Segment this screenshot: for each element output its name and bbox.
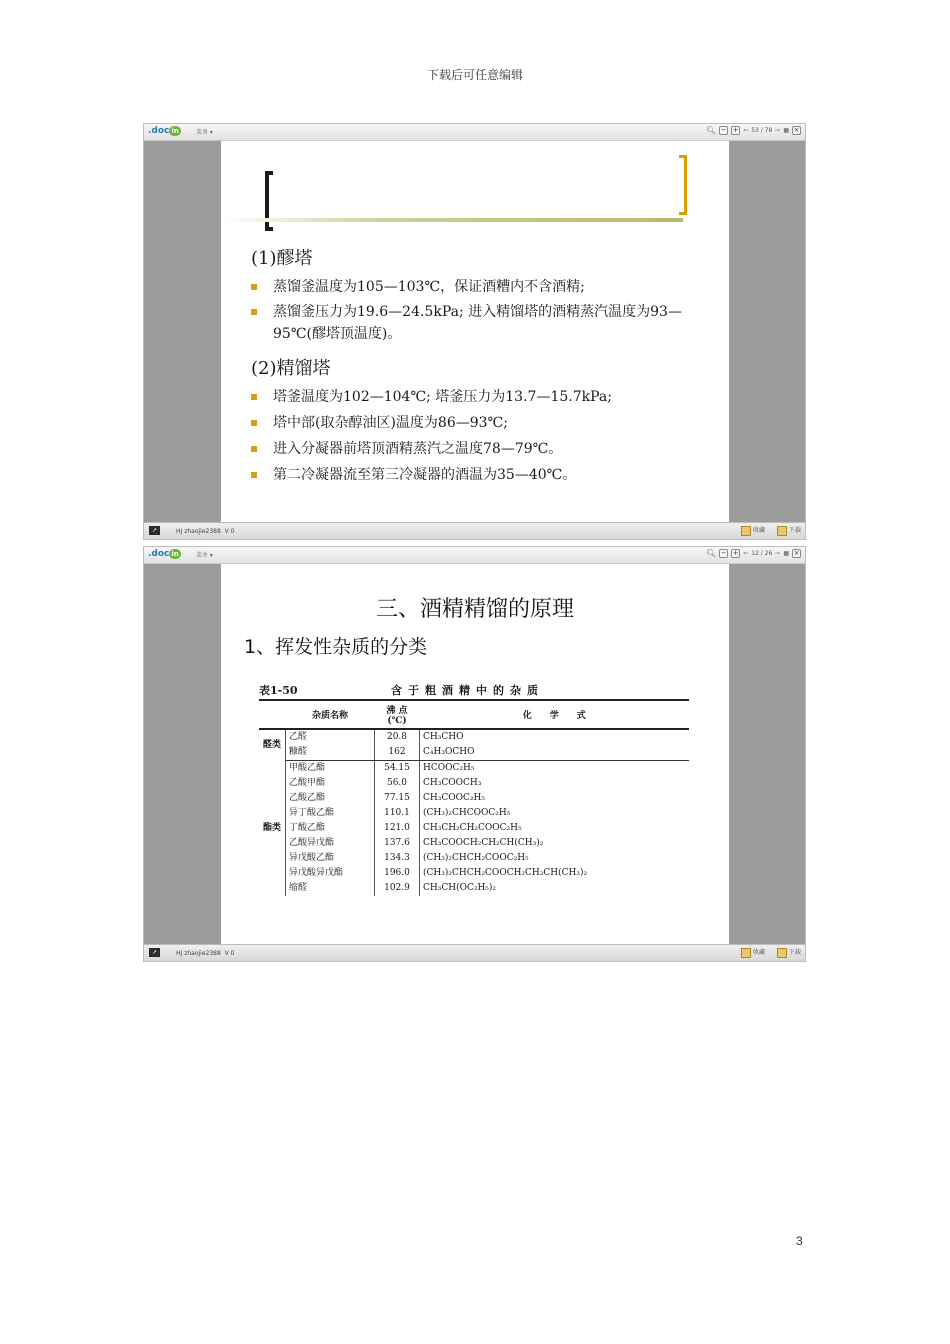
download-button[interactable]: 下载 <box>777 947 801 958</box>
section-heading-rectifying-column: (2)精馏塔 <box>251 358 331 379</box>
search-icon[interactable]: 🔍︎ <box>706 549 717 558</box>
collect-button[interactable]: 收藏 <box>741 947 765 958</box>
table-row: 糠醛 162 C₄H₃OCHO <box>259 745 689 761</box>
share-arrow-icon[interactable]: ↗ <box>149 948 160 957</box>
table-row: 异戊酸异戊酯 196.0 (CH₃)₂CHCH₂COOCH₂CH₂CH(CH₃)₂ <box>259 866 689 881</box>
zoom-out-button[interactable]: − <box>720 126 727 134</box>
fullscreen-icon[interactable]: × <box>793 549 800 557</box>
zoom-in-button[interactable]: + <box>732 549 739 557</box>
download-button[interactable]: 下载 <box>777 525 801 536</box>
table-row: 缩醛 102.9 CH₃CH(OC₂H₅)₂ <box>259 881 689 896</box>
document-viewer-1 <box>143 123 806 540</box>
download-icon <box>777 948 787 958</box>
bullet-item: 蒸馏釜压力为19.6—24.5kPa; 进入精馏塔的酒精蒸汽温度为93—95℃(醪塔顶温度)。 <box>251 301 701 345</box>
docin-logo[interactable]: .doc in <box>148 549 179 559</box>
page-indicator[interactable]: 12 / 26 <box>751 550 773 557</box>
docin-logo[interactable]: .doc in <box>148 126 179 136</box>
table-title: 含于粗酒精中的杂质 <box>391 684 544 697</box>
folder-icon <box>741 526 751 536</box>
impurity-table <box>259 699 689 896</box>
column-header: 杂质名称 <box>286 700 375 729</box>
slide-1 <box>221 141 729 524</box>
folder-icon <box>741 948 751 958</box>
column-header: 沸 点(℃) <box>375 700 420 729</box>
bullet-square-icon <box>251 394 257 400</box>
table-row: 乙酸异戊酯 137.6 CH₃COOCH₂CH₂CH(CH₃)₂ <box>259 836 689 851</box>
table-row: 丁酸乙酯 121.0 CH₃CH₂CH₂COOC₂H₅ <box>259 821 689 836</box>
share-arrow-icon[interactable]: ↗ <box>149 526 160 535</box>
left-bracket-decoration <box>265 171 273 231</box>
title-rule <box>221 218 683 222</box>
search-icon[interactable]: 🔍︎ <box>706 126 717 135</box>
table-caption <box>259 682 689 698</box>
bullet-item: 蒸馏釜温度为105—103℃，保证酒糟内不含酒精; <box>251 276 701 298</box>
bullet-item: 第二冷凝器流至第三冷凝器的酒温为35—40℃。 <box>251 464 701 486</box>
bullet-square-icon <box>251 420 257 426</box>
section-heading-mash-column: (1)醪塔 <box>251 248 313 269</box>
next-page-icon[interactable]: ⇨ <box>775 550 781 557</box>
table-number: 表1-50 <box>259 684 298 697</box>
bullet-item: 塔釜温度为102—104℃; 塔釜压力为13.7—15.7kPa; <box>251 386 701 408</box>
zoom-out-button[interactable]: − <box>720 549 727 557</box>
table-row: 醛类 乙醛 20.8 CH₃CHO <box>259 729 689 745</box>
right-bracket-decoration <box>679 155 687 215</box>
next-page-icon[interactable]: ⇨ <box>775 127 781 134</box>
bullet-square-icon <box>251 446 257 452</box>
download-icon <box>777 526 787 536</box>
class-label: 醛类 <box>262 739 281 750</box>
slide-2 <box>221 564 729 946</box>
grid-view-icon[interactable]: ▦ <box>783 550 789 557</box>
page-number: 3 <box>796 1234 803 1248</box>
table-row: 乙酸甲酯 56.0 CH₃COOCH₃ <box>259 776 689 791</box>
bullet-square-icon <box>251 309 257 315</box>
document-viewer-2 <box>143 546 806 962</box>
menu-button[interactable]: 菜单 ▾ <box>196 552 213 559</box>
table-row: 异丁酸乙酯 110.1 (CH₃)₂CHCOOC₂H₅ <box>259 806 689 821</box>
bullet-square-icon <box>251 472 257 478</box>
class-label: 酯类 <box>262 822 281 833</box>
bullet-square-icon <box>251 284 257 290</box>
table-row: 乙酸乙酯 77.15 CH₃COOC₂H₅ <box>259 791 689 806</box>
bullet-item: 进入分凝器前塔顶酒精蒸汽之温度78—79℃。 <box>251 438 701 460</box>
viewer-statusbar <box>144 522 805 539</box>
header-note: 下载后可任意编辑 <box>426 68 523 82</box>
bullet-item: 塔中部(取杂醇油区)温度为86—93℃; <box>251 412 701 434</box>
collect-button[interactable]: 收藏 <box>741 525 765 536</box>
fullscreen-icon[interactable]: × <box>793 126 800 134</box>
grid-view-icon[interactable]: ▦ <box>783 127 789 134</box>
uploader-info: HJ zhaojie2388 V 0 <box>176 950 235 957</box>
viewer-toolbar <box>144 547 805 564</box>
slide-subtitle: 1、挥发性杂质的分类 <box>244 636 428 658</box>
page-indicator[interactable]: 53 / 78 <box>751 127 773 134</box>
table-row: 异戊酸乙酯 134.3 (CH₃)₂CHCH₂COOC₂H₅ <box>259 851 689 866</box>
zoom-in-button[interactable]: + <box>732 126 739 134</box>
uploader-info: HJ zhaojie2388 V 0 <box>176 528 235 535</box>
viewer-toolbar <box>144 124 805 141</box>
column-header: 化 学 式 <box>420 700 690 729</box>
viewer-statusbar <box>144 944 805 961</box>
prev-page-icon[interactable]: ⇦ <box>743 550 749 557</box>
prev-page-icon[interactable]: ⇦ <box>743 127 749 134</box>
table-row: 酯类 甲酸乙酯 54.15 HCOOC₂H₅ <box>259 761 689 777</box>
slide-title: 三、酒精精馏的原理 <box>375 597 574 622</box>
menu-button[interactable]: 菜单 ▾ <box>196 129 213 136</box>
